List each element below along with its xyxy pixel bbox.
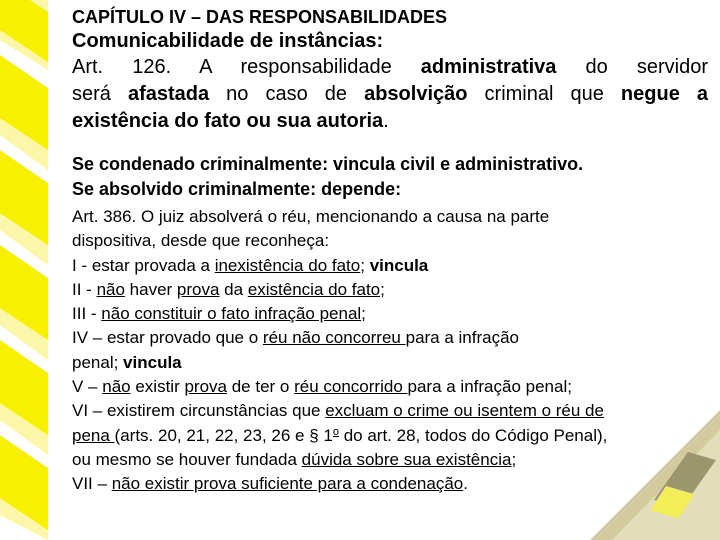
yellow-chevron-border bbox=[0, 0, 60, 540]
underlined-text: réu concorrido bbox=[294, 377, 408, 397]
text: IV – estar provado que o bbox=[72, 328, 263, 348]
bold-text: vincula bbox=[369, 255, 429, 275]
text: do servidor bbox=[556, 56, 708, 78]
subtitle: Comunicabilidade de instâncias: bbox=[72, 30, 384, 52]
underlined-text: existência do fato bbox=[247, 279, 381, 299]
chapter-heading: CAPÍTULO IV – DAS RESPONSABILIDADES bbox=[72, 7, 448, 27]
text: penal; bbox=[72, 352, 124, 372]
underlined-text: dúvida sobre sua existência bbox=[301, 449, 512, 469]
art386-item-6-cont bbox=[72, 424, 708, 448]
text: ; bbox=[360, 255, 370, 275]
art386-line-2: dispositiva, desde que reconheça: bbox=[72, 231, 330, 251]
art126-line-2 bbox=[72, 81, 708, 108]
text: . bbox=[463, 474, 468, 494]
text: ; bbox=[511, 449, 517, 469]
art386-item-1 bbox=[72, 254, 708, 278]
text: ; bbox=[361, 304, 366, 324]
underlined-text: excluam o crime ou isentem o réu de bbox=[325, 401, 604, 421]
art386-item-5 bbox=[72, 375, 708, 399]
text: Art. 126. A responsabilidade bbox=[72, 56, 421, 78]
text: I - estar provada a bbox=[72, 255, 215, 275]
text: haver bbox=[124, 279, 177, 299]
bold-text: existência do fato ou sua autoria bbox=[72, 110, 384, 132]
bold-text: administrativa bbox=[420, 56, 557, 78]
text: VI – existirem circunstâncias que bbox=[72, 401, 326, 421]
bold-text: vincula bbox=[123, 352, 182, 372]
bold-text: negue a bbox=[620, 83, 708, 105]
underlined-text: pena bbox=[72, 425, 115, 445]
text: ou mesmo se houver fundada bbox=[72, 449, 302, 469]
art386-item-2 bbox=[72, 278, 708, 302]
rule-condemned: Se condenado criminalmente: vincula civil e administrativo. bbox=[72, 154, 584, 174]
art386-item-7 bbox=[72, 472, 708, 496]
text: de ter o bbox=[227, 377, 295, 397]
text: (arts. 20, 21, 22, 23, 26 e § 1 bbox=[114, 425, 333, 445]
text: criminal que bbox=[467, 83, 621, 105]
spacer bbox=[72, 135, 708, 152]
bold-text: afastada bbox=[127, 83, 210, 105]
art386-item-6-cont2 bbox=[72, 448, 708, 472]
art386-line-1: Art. 386. O juiz absolverá o réu, mencionando a causa na parte bbox=[72, 207, 550, 226]
text: II - bbox=[72, 279, 97, 299]
text: no caso de bbox=[209, 83, 365, 105]
text: da bbox=[219, 279, 248, 299]
art126-line-1 bbox=[72, 54, 708, 81]
text: . bbox=[383, 110, 389, 132]
text: para a infração bbox=[405, 328, 520, 348]
text: VII – bbox=[72, 474, 112, 494]
text: existir bbox=[130, 377, 185, 397]
rule-acquitted: Se absolvido criminalmente: depende: bbox=[72, 179, 402, 199]
text: III - bbox=[72, 304, 102, 324]
bold-text: absolvição bbox=[364, 83, 468, 105]
text: para a infração penal; bbox=[407, 377, 572, 397]
art386-item-4 bbox=[72, 326, 708, 350]
underlined-text: inexistência do fato bbox=[214, 255, 361, 275]
text: ; bbox=[380, 279, 385, 299]
art126-line-3 bbox=[72, 108, 708, 135]
superscript: o bbox=[332, 425, 339, 438]
underlined-text: réu não concorreu bbox=[262, 328, 406, 348]
underlined-text: prova bbox=[176, 279, 220, 299]
art386-item-6 bbox=[72, 399, 708, 423]
text: do art. 28, todos do Código Penal), bbox=[338, 425, 608, 445]
underlined-text: não bbox=[102, 377, 131, 397]
text: será bbox=[72, 83, 128, 105]
underlined-text: não existir prova suficiente para a condenação bbox=[111, 474, 464, 494]
art386-item-4-cont bbox=[72, 351, 708, 375]
underlined-text: prova bbox=[184, 377, 227, 397]
text: V – bbox=[72, 377, 103, 397]
art386-item-3 bbox=[72, 302, 708, 326]
slide-content bbox=[72, 6, 708, 497]
underlined-text: não constituir o fato infração penal bbox=[101, 304, 362, 324]
underlined-text: não bbox=[96, 279, 125, 299]
